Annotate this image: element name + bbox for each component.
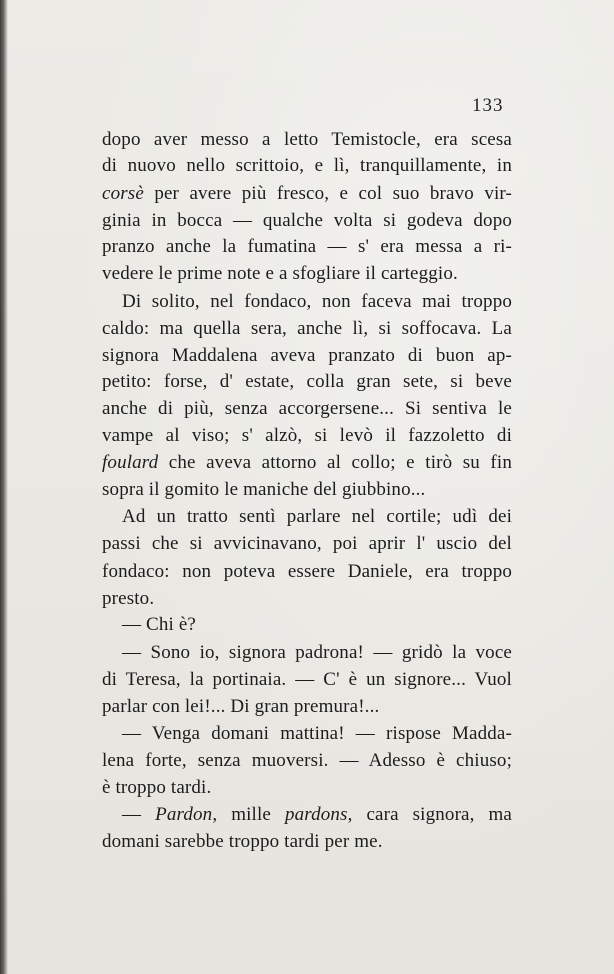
text-line bbox=[102, 668, 512, 692]
italic-text: foulard bbox=[102, 452, 159, 473]
italic-text: corsè bbox=[102, 183, 144, 204]
text-segment: lena forte, senza muoversi. — Adesso è chiuso; bbox=[102, 750, 512, 771]
page-number: 133 bbox=[472, 95, 504, 116]
text-line bbox=[102, 235, 512, 259]
text-segment: — bbox=[122, 804, 156, 825]
text-segment: caldo: ma quella sera, anche lì, si soffocava. La bbox=[102, 318, 512, 339]
text-segment: presto. bbox=[102, 588, 155, 609]
text-line bbox=[122, 613, 512, 637]
text-segment: vampe al viso; s' alzò, si levò il fazzoletto di bbox=[102, 425, 512, 446]
text-segment: Di solito, nel fondaco, non faceva mai troppo bbox=[122, 291, 512, 312]
text-line bbox=[122, 505, 512, 529]
text-segment: vedere le prime note e a sfogliare il carteggio. bbox=[102, 263, 458, 284]
text-line bbox=[102, 587, 512, 611]
italic-text: Pardon bbox=[155, 804, 213, 825]
text-line bbox=[102, 128, 512, 152]
text-line bbox=[102, 209, 512, 233]
text-segment: di nuovo nello scrittoio, e lì, tranquillamente, in bbox=[102, 155, 512, 176]
italic-text: pardons bbox=[284, 804, 348, 825]
text-segment: pranzo anche la fumatina — s' era messa a ri- bbox=[102, 236, 512, 257]
text-segment: dopo aver messo a letto Temistocle, era scesa bbox=[102, 129, 512, 150]
text-line bbox=[102, 749, 512, 773]
text-segment: ginia in bocca — qualche volta si godeva dopo bbox=[102, 210, 512, 231]
text-segment: fondaco: non poteva essere Daniele, era troppo bbox=[102, 561, 512, 582]
text-segment: Ad un tratto sentì parlare nel cortile; udì dei bbox=[122, 506, 512, 527]
text-line bbox=[102, 560, 512, 584]
text-segment: , cara signora, ma bbox=[347, 804, 512, 825]
text-line bbox=[122, 290, 512, 314]
text-line bbox=[102, 182, 512, 206]
text-segment: — Venga domani mattina! — rispose Madda- bbox=[122, 723, 512, 744]
text-segment: è troppo tardi. bbox=[102, 777, 212, 798]
text-segment: sopra il gomito le maniche del giubbino... bbox=[102, 479, 426, 500]
text-line bbox=[102, 776, 512, 800]
text-segment: — Sono io, signora padrona! — gridò la voce bbox=[122, 642, 512, 663]
text-line bbox=[122, 641, 512, 665]
text-segment: per avere più fresco, e col suo bravo vir- bbox=[143, 183, 512, 204]
text-segment: di Teresa, la portinaia. — C' è un signore... Vuol bbox=[102, 669, 512, 690]
text-segment: anche di più, senza accorgersene... Si sentiva le bbox=[102, 398, 512, 419]
text-segment: , mille bbox=[212, 804, 285, 825]
text-line bbox=[102, 424, 512, 448]
text-line bbox=[122, 803, 512, 827]
text-segment: parlar con lei!... Di gran premura!... bbox=[102, 696, 380, 717]
text-line bbox=[102, 695, 512, 719]
text-segment: petito: forse, d' estate, colla gran sete, si beve bbox=[102, 371, 512, 392]
text-line bbox=[102, 830, 512, 854]
text-line bbox=[102, 397, 512, 421]
text-line bbox=[102, 262, 512, 286]
text-segment: domani sarebbe troppo tardi per me. bbox=[102, 831, 383, 852]
text-line bbox=[102, 532, 512, 556]
text-line bbox=[102, 344, 512, 368]
text-line bbox=[122, 722, 512, 746]
text-line bbox=[102, 370, 512, 394]
text-segment: passi che si avvicinavano, poi aprir l' uscio del bbox=[102, 533, 512, 554]
text-line bbox=[102, 154, 512, 178]
page-binding-edge bbox=[0, 0, 8, 974]
text-segment: che aveva attorno al collo; e tirò su fin bbox=[158, 452, 512, 473]
text-line bbox=[102, 317, 512, 341]
text-line bbox=[102, 478, 512, 502]
text-line bbox=[102, 451, 512, 475]
text-segment: — Chi è? bbox=[122, 614, 197, 635]
text-segment: signora Maddalena aveva pranzato di buon ap- bbox=[102, 345, 512, 366]
